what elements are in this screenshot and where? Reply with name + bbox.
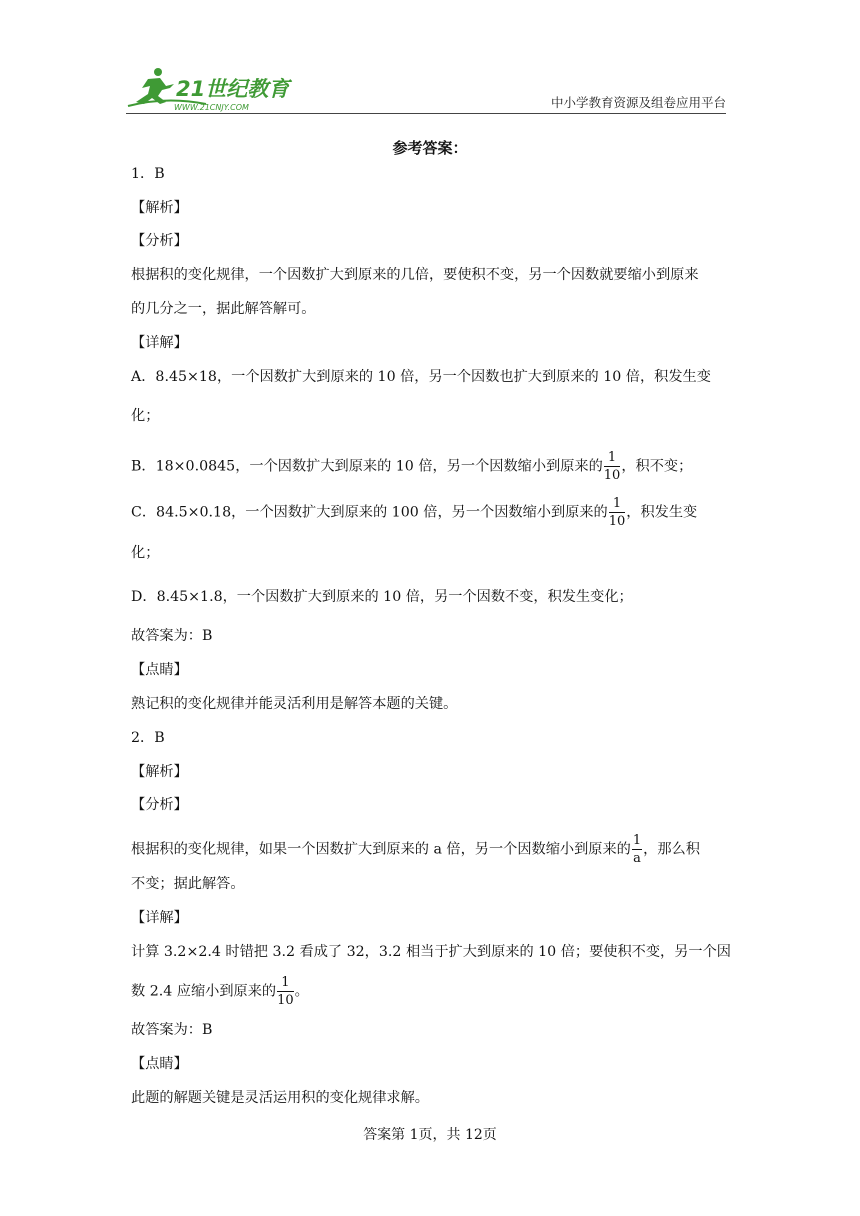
q2-analysis-text: 根据积的变化规律，如果一个因数扩大到原来的 a 倍，另一个因数缩小到原来的 [131, 841, 631, 858]
q1-fenxi-heading: 【分析】 [131, 233, 188, 249]
q2-detail-text: 数 2.4 应缩小到原来的 [131, 983, 277, 1000]
q1-option-c-tail: ，积发生变 [626, 504, 698, 521]
svg-text:WWW.21CNJY.COM: WWW.21CNJY.COM [174, 103, 249, 112]
q1-tip: 熟记积的变化规律并能灵活利用是解答本题的关键。 [131, 696, 458, 712]
q1-option-a-line-1: A．8.45×18，一个因数扩大到原来的 10 倍，另一个因数也扩大到原来的 10 倍，积发生变 [131, 369, 711, 385]
q1-option-b-tail: ，积不变； [621, 458, 693, 475]
q2-detail-line-1: 计算 3.2×2.4 时错把 3.2 看成了 32，3.2 相当于扩大到原来的 10 倍；要使积不变，另一个因 [131, 944, 731, 960]
q1-option-c-line-2: 化； [131, 545, 160, 561]
q1-option-d: D．8.45×1.8，一个因数扩大到原来的 10 倍，另一个因数不变，积发生变化； [131, 589, 633, 605]
q1-option-b [131, 451, 692, 482]
page-footer: 答案第 1页，共 12页 [363, 1127, 497, 1143]
q2-detail-tail: 。 [294, 983, 309, 1000]
fraction: $\frac{1}{10}$ [608, 496, 626, 529]
q1-dianjing-heading: 【点睛】 [131, 662, 188, 678]
fraction: $\frac{1}{a}$ [632, 833, 642, 866]
q2-dianjing-heading: 【点睛】 [131, 1056, 188, 1072]
q1-option-a-line-2: 化； [131, 408, 160, 424]
q1-option-c-text: C．84.5×0.18，一个因数扩大到原来的 100 倍，另一个因数缩小到原来的 [131, 504, 608, 521]
q2-answer: 2．B [131, 730, 165, 746]
q1-analysis-line-2: 的几分之一，据此解答解可。 [131, 301, 316, 317]
fraction: $\frac{1}{10}$ [277, 975, 294, 1008]
q1-option-b-text: B．18×0.0845，一个因数扩大到原来的 10 倍，另一个因数缩小到原来的 [131, 458, 603, 475]
fraction: $\frac{1}{10}$ [603, 450, 621, 483]
q2-analysis-line-1 [131, 834, 700, 865]
q2-xiangjie-heading: 【详解】 [131, 910, 188, 926]
21cnjy-logo-icon [126, 66, 296, 112]
q2-final-answer: 故答案为：B [131, 1022, 213, 1038]
q2-tip: 此题的解题关键是灵活运用积的变化规律求解。 [131, 1090, 429, 1106]
q2-fenxi-heading: 【分析】 [131, 797, 188, 813]
q1-analysis-line-1: 根据积的变化规律，一个因数扩大到原来的几倍，要使积不变，另一个因数就要缩小到原来 [131, 267, 699, 283]
q1-option-c [131, 497, 697, 528]
page-title: 参考答案： [392, 139, 468, 157]
q2-jiexi-heading: 【解析】 [131, 764, 188, 780]
page-header [126, 66, 726, 112]
platform-name: 中小学教育资源及组卷应用平台 [550, 95, 726, 110]
q1-jiexi-heading: 【解析】 [131, 200, 188, 216]
q1-xiangjie-heading: 【详解】 [131, 335, 188, 351]
q2-analysis-tail: ，那么积 [643, 841, 700, 858]
svg-text:21世纪教育: 21世纪教育 [176, 77, 290, 101]
q1-answer: 1．B [131, 166, 165, 182]
q1-final-answer: 故答案为：B [131, 628, 213, 644]
q2-detail-line-2 [131, 976, 309, 1007]
header-divider [126, 113, 726, 114]
q2-analysis-line-2: 不变；据此解答。 [131, 876, 245, 892]
